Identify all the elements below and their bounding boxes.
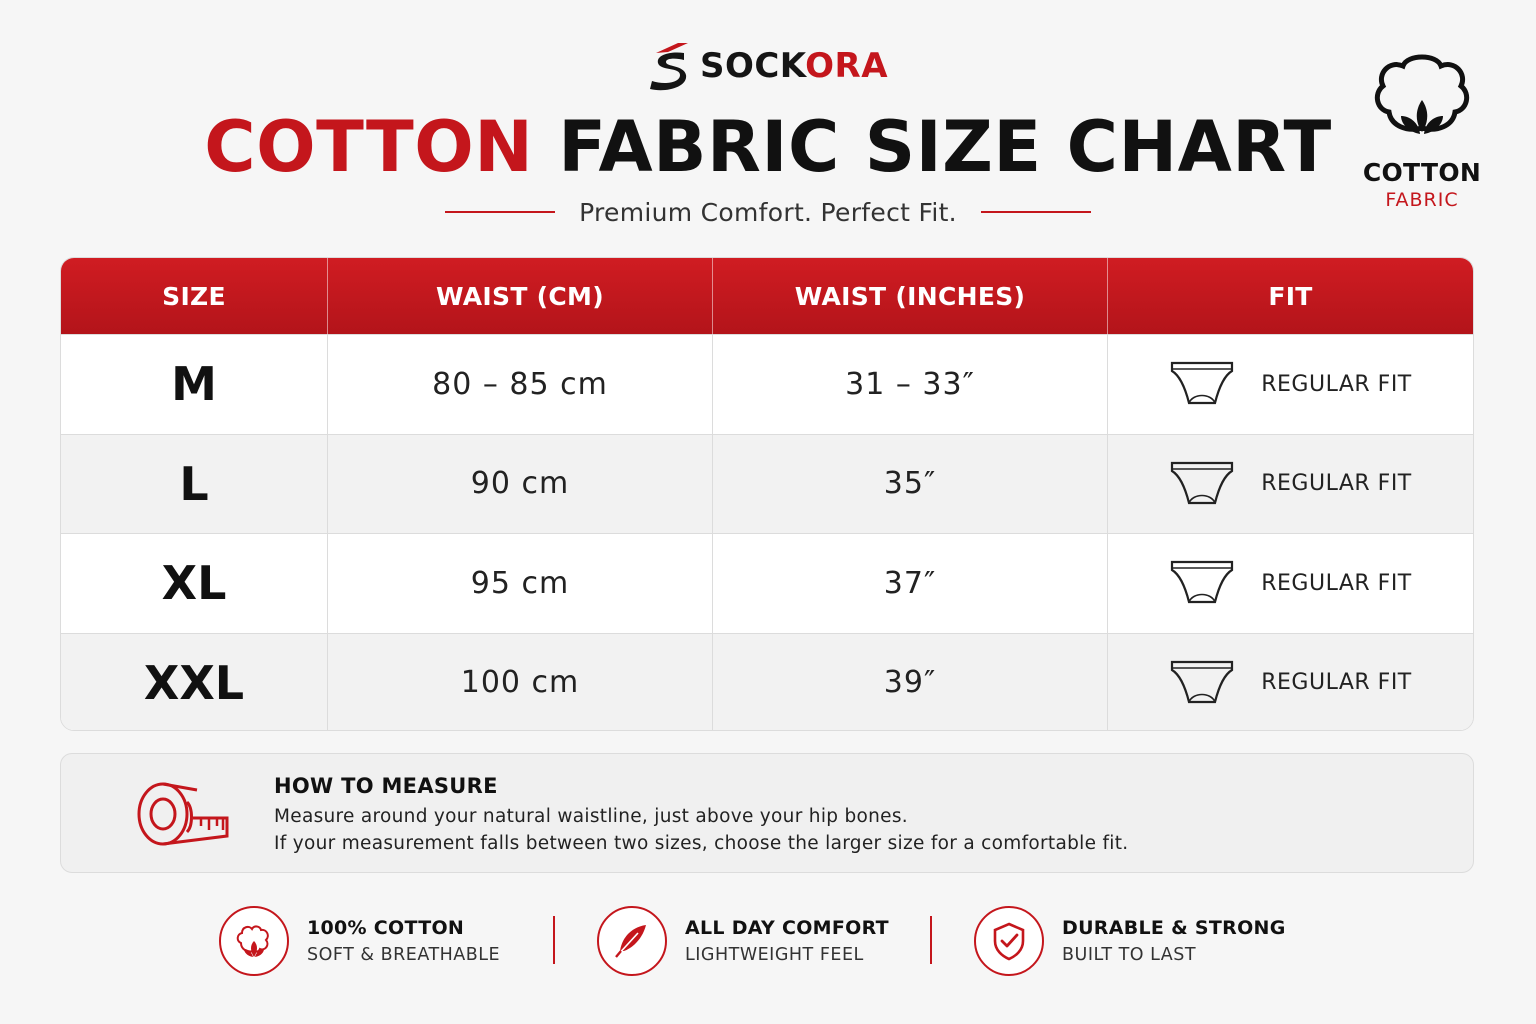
fit-value: REGULAR FIT: [1261, 371, 1412, 397]
table-row: [61, 533, 1473, 633]
waist-cm-value: 80 – 85 cm: [432, 366, 608, 402]
title-main: FABRIC SIZE CHART: [558, 106, 1332, 188]
table-header: [61, 258, 1473, 334]
waist-inches-value: 31 – 33″: [845, 366, 975, 402]
feature-cotton: [219, 902, 500, 980]
waist-inches-value: 39″: [883, 665, 937, 701]
table-row: [61, 633, 1473, 732]
briefs-icon: [1169, 459, 1235, 509]
cotton-flower-icon: [1367, 50, 1477, 150]
feature-title: DURABLE & STRONG: [1062, 917, 1286, 939]
briefs-icon: [1169, 658, 1235, 708]
feature-divider: [930, 916, 932, 964]
feature-title: ALL DAY COMFORT: [685, 917, 889, 939]
divider-left: [445, 211, 555, 213]
fit-value: REGULAR FIT: [1261, 670, 1412, 696]
brand: [0, 38, 1536, 94]
feature-title: 100% COTTON: [307, 917, 465, 939]
size-value: XL: [161, 556, 227, 611]
waist-cm-value: 100 cm: [460, 665, 580, 701]
brand-name: SOCKORA: [699, 46, 889, 86]
badge-subtitle: FABRIC: [1385, 189, 1459, 211]
size-table: [60, 257, 1474, 731]
header-waist-cm: WAIST (CM): [328, 258, 713, 334]
badge-title: COTTON: [1362, 158, 1482, 187]
waist-cm-value: 90 cm: [470, 466, 570, 502]
waist-cm-value: 95 cm: [470, 565, 570, 601]
subtitle-row: [0, 192, 1536, 232]
waist-inches-value: 37″: [883, 565, 937, 601]
measure-title: HOW TO MEASURE: [274, 774, 498, 798]
briefs-icon: [1169, 558, 1235, 608]
shield-check-icon: [989, 921, 1029, 961]
table-row: [61, 434, 1473, 534]
measure-tip: If your measurement falls between two sizes, choose the larger size for a comfortable fit.: [274, 833, 1129, 854]
feature-subtitle: BUILT TO LAST: [1062, 945, 1197, 965]
feature-comfort: [597, 902, 889, 980]
feather-icon: [612, 921, 652, 961]
measure-instruction: Measure around your natural waistline, just above your hip bones.: [274, 806, 908, 827]
size-value: M: [171, 357, 217, 412]
cotton-flower-icon: [234, 921, 274, 961]
size-value: L: [179, 456, 209, 511]
fit-value: REGULAR FIT: [1261, 471, 1412, 497]
subtitle: Premium Comfort. Perfect Fit.: [579, 197, 957, 227]
measuring-tape-icon: [135, 776, 231, 852]
briefs-icon: [1169, 359, 1235, 409]
cotton-badge: [1352, 50, 1492, 225]
page-title: [0, 104, 1536, 190]
header-waist-inches: WAIST (INCHES): [713, 258, 1108, 334]
divider-right: [981, 211, 1091, 213]
fit-value: REGULAR FIT: [1261, 570, 1412, 596]
table-row: [61, 334, 1473, 434]
title-highlight: COTTON: [204, 106, 534, 188]
how-to-measure-box: [60, 753, 1474, 873]
s-stripe-logo-icon: [648, 41, 692, 91]
feature-divider: [553, 916, 555, 964]
feature-subtitle: LIGHTWEIGHT FEEL: [685, 945, 864, 965]
feature-subtitle: SOFT & BREATHABLE: [307, 945, 501, 965]
header-size: SIZE: [61, 258, 328, 334]
header-fit: FIT: [1268, 281, 1313, 311]
waist-inches-value: 35″: [883, 466, 937, 502]
size-value: XXL: [143, 655, 245, 710]
feature-durable: [974, 902, 1286, 980]
